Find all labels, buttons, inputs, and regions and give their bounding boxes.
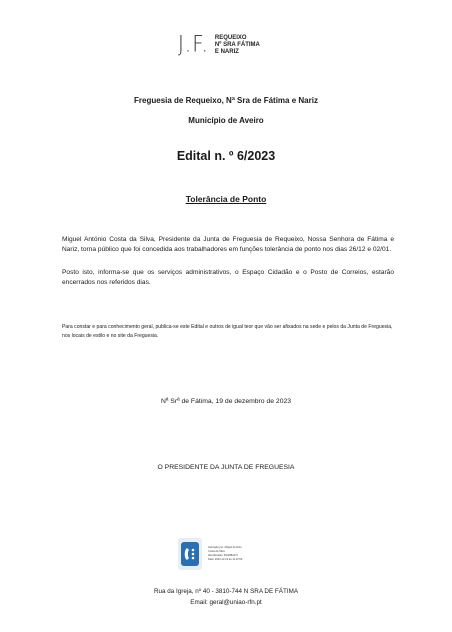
signer-title: O PRESIDENTE DA JUNTA DE FREGUESIA <box>157 464 295 471</box>
digital-signature <box>178 538 242 570</box>
logo-initials: J.F. <box>178 30 209 58</box>
logo-line-2: Nº SRA FÁTIMA <box>214 42 260 48</box>
document-subject: Tolerância de Ponto <box>185 194 267 204</box>
signature-line-4: Data: 2023-12-19 às 11:10:56 <box>208 558 243 562</box>
publication-note: Para constar e para conhecimento geral, publica-se este Edital e outros de igual teor que vão ser afixados na sede e pelos da Junta de Freguesia, nos locais de estilo e no site da Freguesia. <box>62 324 393 339</box>
footer-address: Rua da Igreja, nº 40 - 3810-744 N SRA DE FÁTIMA <box>153 588 299 595</box>
digital-signature-icon <box>178 538 202 570</box>
signature-line-3: Identificação: BI10082471 <box>208 554 238 557</box>
junta-logo <box>178 30 260 58</box>
logo-line-1: REQUEIXO <box>214 35 247 41</box>
municipality-name: Município de Aveiro <box>188 116 264 125</box>
body-paragraph-2: Posto isto, informa-se que os serviços administrativos, o Espaço Cidadão e o Posto de Correios, estarão encerrados nos referidos dias. <box>62 269 394 286</box>
signature-line-2: Costa da Silva <box>208 549 225 553</box>
organization-name: Freguesia de Requeixo, Nª Sra de Fátima e Nariz <box>134 96 318 105</box>
signature-details <box>208 546 242 563</box>
body-paragraph-1: Miguel António Costa da Silva, Presidente da Junta de Freguesia de Requeixo, Nossa Senhora de Fátima e Nariz, torna público que foi concedida aos trabalhadores em funções tolerância de ponto nos dias 26/12 e 02/01. <box>62 236 394 253</box>
logo-wordmark <box>215 35 260 56</box>
logo-line-3: E NARIZ <box>214 49 239 55</box>
document-title: Edital n. º 6/2023 <box>176 149 276 163</box>
signature-line-1: Assinado por: Miguel António <box>208 545 242 549</box>
place-and-date: Nª Srª de Fátima, 19 de dezembro de 2023 <box>160 398 292 405</box>
footer-email: Email: geral@uniao-rfn.pt <box>190 599 262 606</box>
